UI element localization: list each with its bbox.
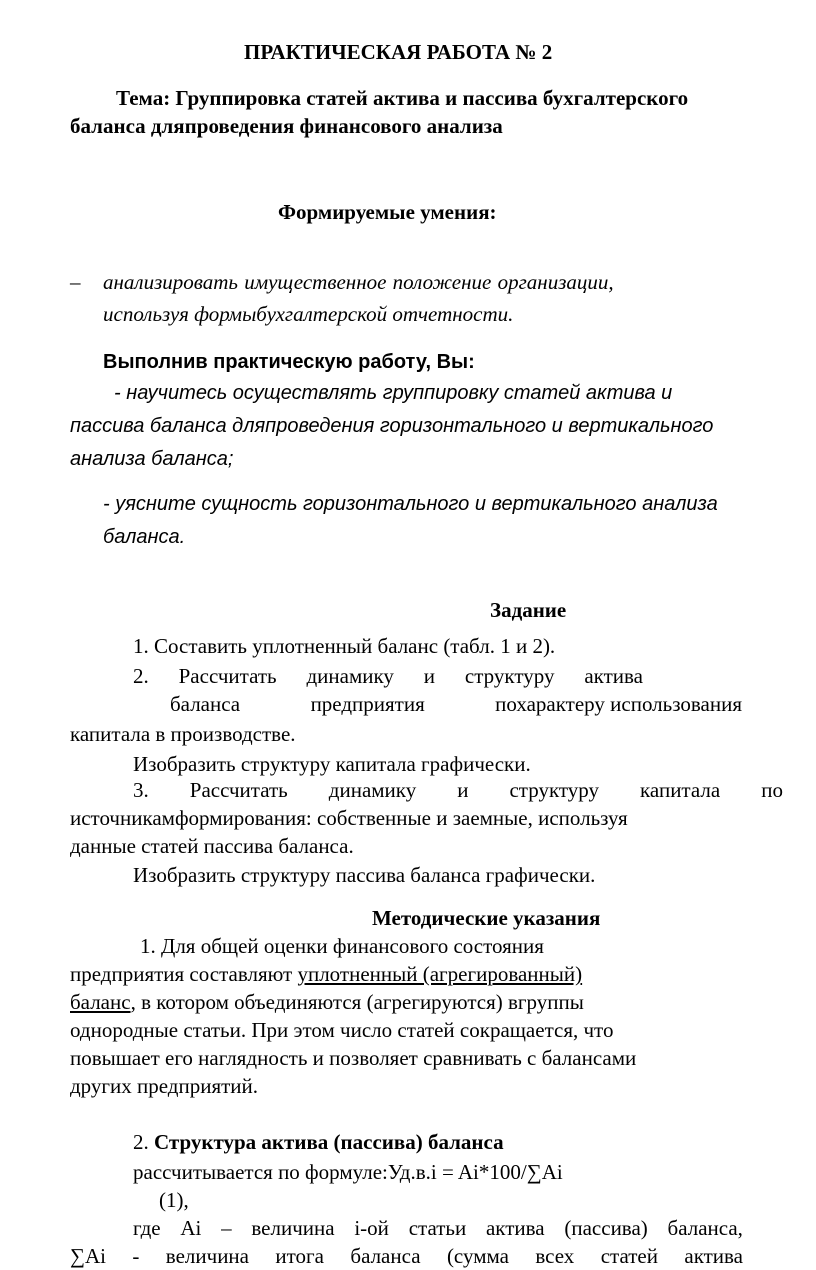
- skills-line-2: используя формыбухгалтерской отчетности.: [103, 302, 514, 326]
- task2-word: актива: [584, 664, 643, 688]
- skills-line-1: анализировать имущественное положение организации,: [103, 270, 614, 294]
- task3-word: 3.: [133, 778, 149, 802]
- method-2-line-5: [70, 1244, 743, 1268]
- skills-dash: –: [70, 270, 81, 294]
- task-item-2-line-4: Изобразить структуру капитала графически.: [133, 752, 531, 776]
- outcome-line-2: пассива баланса дляпроведения горизонтального и вертикального: [70, 415, 714, 437]
- outcome-line-5: баланса.: [103, 526, 186, 548]
- task3-word: Рассчитать: [189, 778, 288, 802]
- method-1-line-3: [70, 990, 584, 1014]
- method-1-text: предприятия составляют: [70, 962, 298, 986]
- method-1-line-5: повышает его наглядность и позволяет сравнивать с балансами: [70, 1046, 637, 1070]
- method-1-line-2: [70, 962, 582, 986]
- task-item-3-line-3: данные статей пассива баланса.: [70, 834, 354, 858]
- method-2-word: ∑Ai: [70, 1244, 106, 1268]
- method-2-word: всех: [535, 1244, 575, 1268]
- task3-word: динамику: [328, 778, 417, 802]
- method-2-word: статьи: [408, 1216, 467, 1240]
- task2-word: динамику: [306, 664, 394, 688]
- task2-word: Рассчитать: [178, 664, 277, 688]
- task2-line2-word: предприятия: [310, 692, 425, 716]
- method-2-word: (сумма: [446, 1244, 509, 1268]
- task-item-3-line-1: [133, 778, 783, 802]
- task-item-2-line-1: [133, 664, 643, 688]
- outcome-line-3: анализа баланса;: [70, 448, 234, 470]
- task-heading: Задание: [490, 598, 567, 622]
- outcome-line-1: - научитесь осуществлять группировку статей актива и: [114, 382, 673, 404]
- method-2-word: (пассива): [564, 1216, 648, 1240]
- task-item-2-line-3: капитала в производстве.: [70, 722, 296, 746]
- methods-heading: Методические указания: [372, 906, 601, 930]
- method-2-word: актива: [684, 1244, 743, 1268]
- method-2-line-3: (1),: [159, 1188, 189, 1212]
- task-item-3-line-2: источникамформирования: собственные и заемные, используя: [70, 806, 628, 830]
- task-item-1: 1. Составить уплотненный баланс (табл. 1 и 2).: [133, 634, 556, 658]
- method-2-line-2: рассчитывается по формуле:Уд.в.i = Ai*100/∑Ai: [133, 1160, 563, 1184]
- topic-line-2: баланса дляпроведения финансового анализа: [70, 114, 503, 138]
- outcome-heading: Выполнив практическую работу, Вы:: [103, 351, 475, 373]
- method-2-word: Ai: [180, 1216, 202, 1240]
- task3-word: капитала: [640, 778, 721, 802]
- skills-heading: Формируемые умения:: [278, 200, 497, 224]
- method-2-word: величина: [165, 1244, 249, 1268]
- method-1-line-4: однородные статьи. При этом число статей сокращается, что: [70, 1018, 614, 1042]
- method-2-word: i-ой: [354, 1216, 389, 1240]
- topic-line-1: Тема: Группировка статей актива и пассива бухгалтерского: [116, 86, 689, 110]
- balance-term: баланс: [70, 990, 131, 1014]
- method-2-heading: Структура актива (пассива) баланса: [154, 1130, 504, 1154]
- outcome-line-4: - уясните сущность горизонтального и вертикального анализа: [103, 493, 718, 515]
- method-2-word: актива: [485, 1216, 545, 1240]
- method-2-word: итога: [275, 1244, 324, 1268]
- task2-line2-word: похарактеру использования: [495, 692, 742, 716]
- method-1-line-1: 1. Для общей оценки финансового состояния: [140, 934, 544, 958]
- method-1-line-6: других предприятий.: [70, 1074, 259, 1098]
- method-2-word: –: [221, 1216, 232, 1240]
- method-2-line-1: [133, 1130, 504, 1154]
- method-2-word: -: [132, 1244, 140, 1268]
- doc-title: ПРАКТИЧЕСКАЯ РАБОТА № 2: [244, 40, 553, 64]
- method-1-text: , в котором объединяются (агрегируются) вгруппы: [130, 990, 584, 1014]
- task3-word: по: [761, 778, 783, 802]
- method-2-line-4: [133, 1216, 743, 1240]
- method-2-word: баланса,: [667, 1216, 743, 1240]
- method-2-word: баланса: [350, 1244, 421, 1268]
- task2-word: структуру: [464, 664, 555, 688]
- task3-word: структуру: [509, 778, 600, 802]
- aggregated-balance-term: уплотненный (агрегированный): [297, 962, 583, 986]
- method-2-number: 2.: [133, 1130, 154, 1154]
- method-2-word: статей: [600, 1244, 658, 1268]
- task-item-3-line-4: Изобразить структуру пассива баланса графически.: [133, 863, 596, 887]
- method-2-word: величина: [251, 1216, 335, 1240]
- task3-word: и: [457, 778, 469, 802]
- task2-line2-word: баланса: [170, 692, 241, 716]
- task2-word: 2.: [133, 664, 149, 688]
- task2-word: и: [423, 664, 436, 688]
- task-item-2-line-2: [170, 692, 742, 716]
- method-2-word: где: [133, 1216, 161, 1240]
